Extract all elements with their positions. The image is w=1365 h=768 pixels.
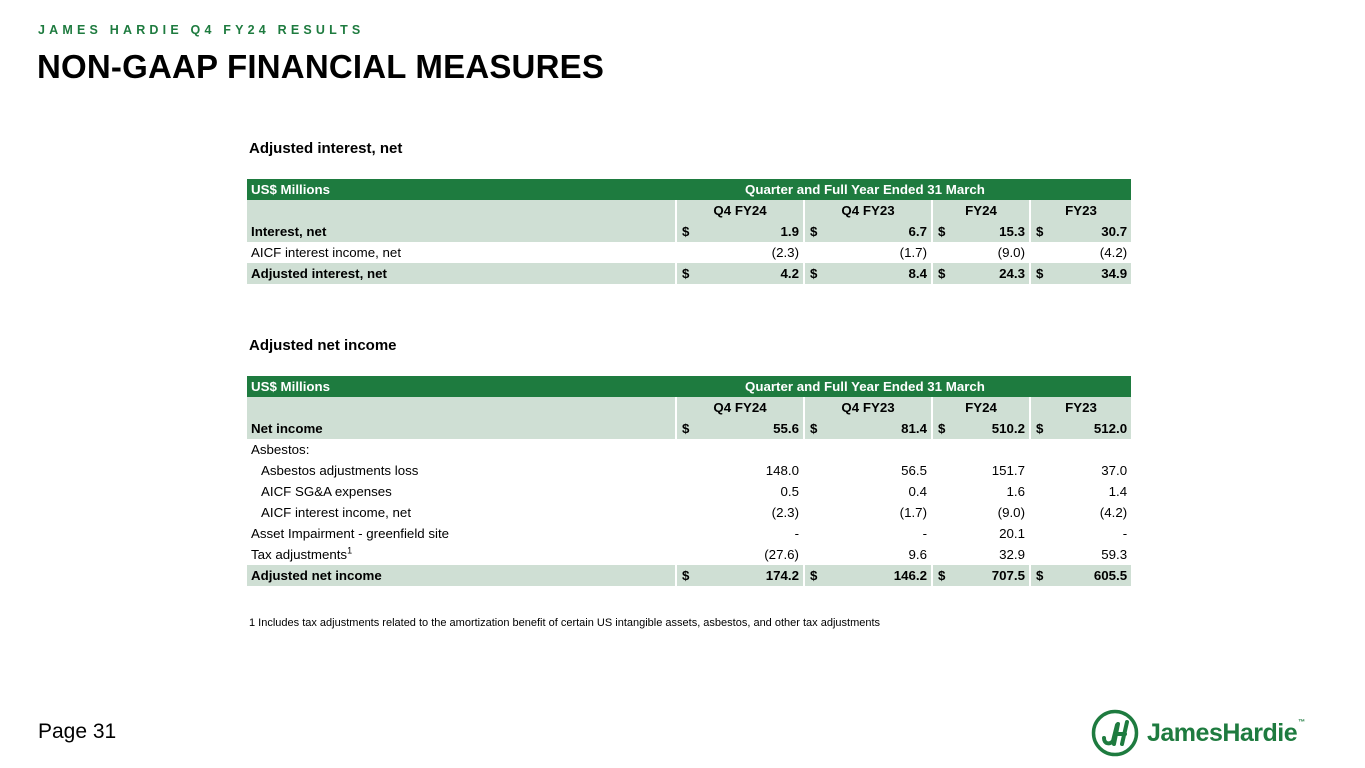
table1-group-header: Quarter and Full Year Ended 31 March xyxy=(677,179,1131,200)
col-fy24: FY24 xyxy=(933,397,1029,418)
adjusted-net-income-table xyxy=(247,376,1131,586)
table-row: AICF SG&A expenses 0.5 0.4 1.6 1.4 xyxy=(261,484,1128,499)
footnote-marker: 1 xyxy=(347,545,353,556)
table2-group-header: Quarter and Full Year Ended 31 March xyxy=(677,376,1131,397)
col-fy23: FY23 xyxy=(1031,397,1131,418)
table1-columns-row xyxy=(247,200,1131,221)
table1-units: US$ Millions xyxy=(247,179,677,200)
col-fy23: FY23 xyxy=(1031,200,1131,221)
col-fy24: FY24 xyxy=(933,200,1029,221)
col-q4fy23: Q4 FY23 xyxy=(805,200,931,221)
col-q4fy24: Q4 FY24 xyxy=(677,200,803,221)
table2-header-row xyxy=(247,376,1131,397)
col-q4fy23: Q4 FY23 xyxy=(805,397,931,418)
table2-units: US$ Millions xyxy=(247,376,677,397)
table-row: AICF interest income, net (2.3) (1.7) (9.0) (4.2) xyxy=(251,245,1128,260)
table-row: Interest, net $ 1.9 $ 6.7 $ 15.3 $ 30.7 xyxy=(247,221,1131,242)
table-row: Asbestos: xyxy=(251,442,310,457)
james-hardie-jh-monogram-icon xyxy=(1091,709,1139,757)
table-row: Asset Impairment - greenfield site - - 20.1 - xyxy=(251,526,1128,541)
table-row: Adjusted net income $ 174.2 $ 146.2 $ 707.5 $ 605.5 xyxy=(247,565,1131,586)
page-number: Page 31 xyxy=(38,720,117,743)
logo-wordmark: JamesHardie™ xyxy=(1147,718,1305,747)
report-kicker: JAMES HARDIE Q4 FY24 RESULTS xyxy=(38,23,365,37)
table1-header-row xyxy=(247,179,1131,200)
tax-adjustments-label: Tax adjustments xyxy=(251,547,348,562)
table1-title: Adjusted interest, net xyxy=(249,140,403,157)
col-q4fy24: Q4 FY24 xyxy=(677,397,803,418)
table-row: Tax adjustments$^1$ (27.6) 9.6 32.9 59.3 xyxy=(251,545,1128,562)
table2-title: Adjusted net income xyxy=(249,337,397,354)
company-logo xyxy=(1091,709,1305,757)
table-row: Adjusted interest, net $ 4.2 $ 8.4 $ 24.3 $ 34.9 xyxy=(247,263,1131,284)
footnote: 1 Includes tax adjustments related to the amortization benefit of certain US intangible assets, asbestos, and other tax adjustments xyxy=(249,617,881,629)
page-title: NON-GAAP FINANCIAL MEASURES xyxy=(37,48,605,85)
table-row: Asbestos adjustments loss 148.0 56.5 151.7 37.0 xyxy=(261,463,1128,478)
adjusted-interest-table xyxy=(247,179,1131,284)
table2-columns-row xyxy=(247,397,1131,418)
table-row: Net income $ 55.6 $ 81.4 $ 510.2 $ 512.0 xyxy=(247,418,1131,439)
table-row: AICF interest income, net (2.3) (1.7) (9.0) (4.2) xyxy=(261,505,1128,520)
